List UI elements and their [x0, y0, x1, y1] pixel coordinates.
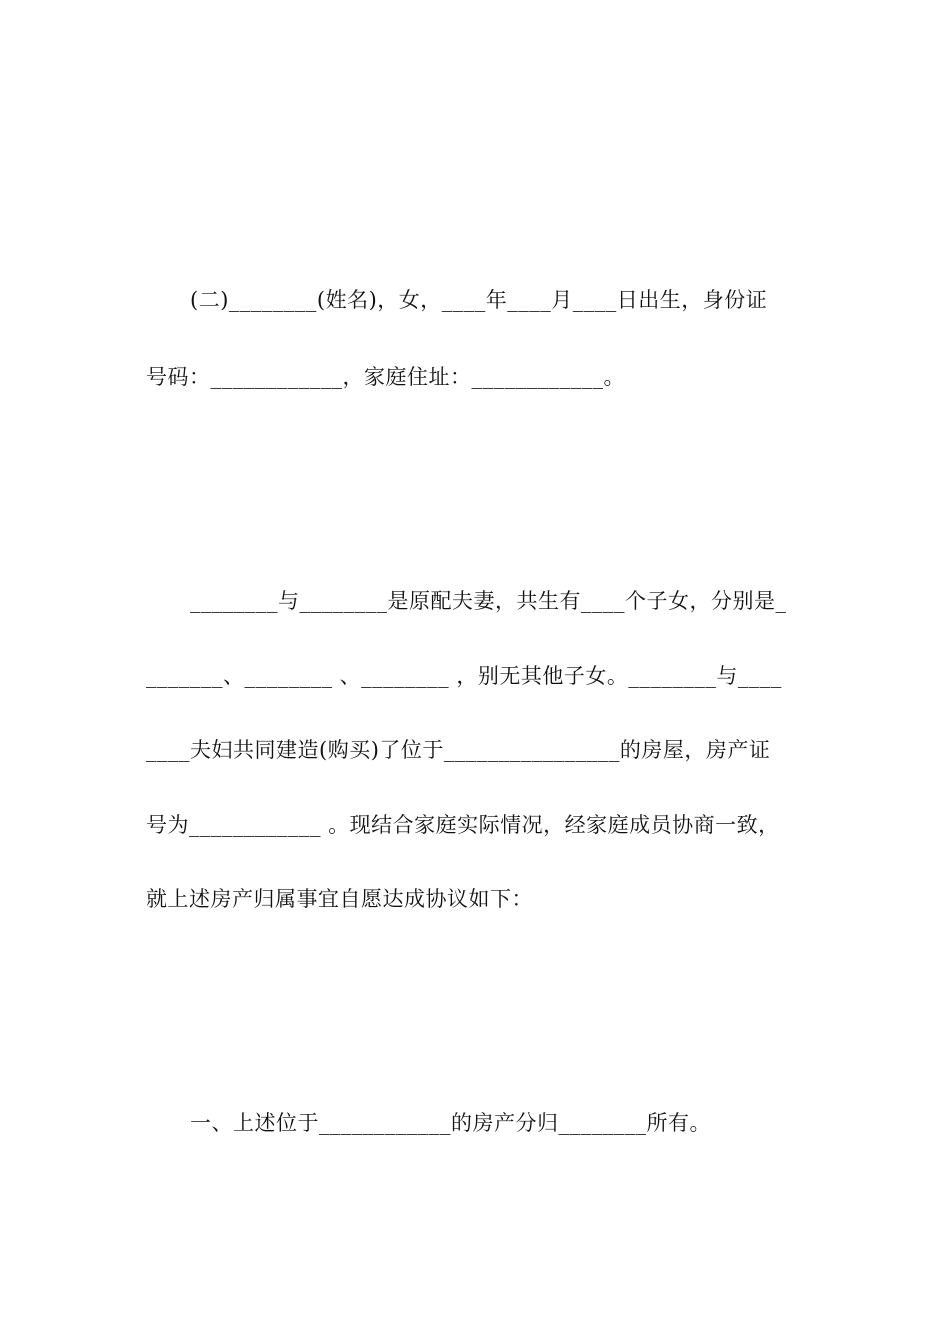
clause-one-line: 一、上述位于____________的房产分归________所有。: [190, 1111, 711, 1135]
background-paragraph-line-2: _______、________ 、________ ，别无其他子女。________与____: [146, 664, 782, 688]
party-two-info-line-2: 号码：____________，家庭住址：____________。: [146, 365, 625, 389]
background-paragraph-line-4: 号为____________ 。现结合家庭实际情况，经家庭成员协商一致，: [146, 813, 780, 837]
party-two-info-line-1: (二)________(姓名)，女，____年____月____日出生，身份证: [190, 288, 768, 312]
background-paragraph-line-5: 就上述房产归属事宜自愿达成协议如下：: [146, 887, 533, 911]
background-paragraph-line-1: ________与________是原配夫妻，共生有____个子女，分别是_: [190, 589, 787, 613]
background-paragraph-line-3: ____夫妇共同建造(购买)了位于________________的房屋，房产证: [146, 738, 771, 762]
